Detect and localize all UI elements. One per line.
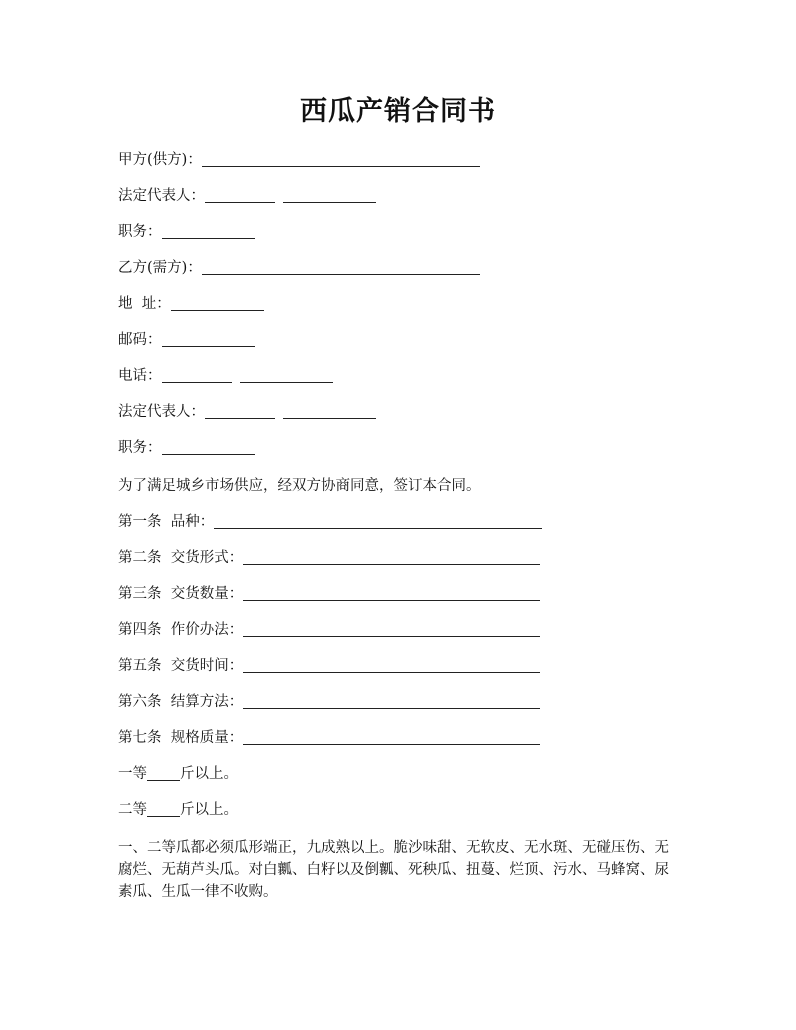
party-b-postcode-label: 邮码：: [118, 332, 162, 348]
article-line: [118, 728, 540, 748]
party-b-line: [118, 258, 480, 278]
party-b-position-label: 职务：: [118, 440, 162, 456]
article-line: [118, 512, 542, 532]
party-b-postcode-blank[interactable]: [162, 332, 255, 347]
quality-paragraph: 一、二等瓜都必须瓜形端正，九成熟以上。脆沙味甜、无软皮、无水斑、无碰压伤、无腐烂、无葫芦头瓜。对白瓤、白籽以及倒瓤、死秧瓜、扭蔓、烂顶、污水、马蜂窝、尿素瓜、生瓜一律不收购。: [118, 840, 669, 900]
party-b-phone-blank-2[interactable]: [240, 368, 333, 383]
party-b-phone-line: [118, 366, 333, 386]
article-blank[interactable]: [243, 550, 540, 565]
grade-second-prefix: 二等: [118, 802, 147, 818]
party-b-address-line: [118, 294, 264, 314]
article-line: [118, 548, 540, 568]
party-b-blank[interactable]: [202, 260, 480, 275]
grade-first-blank[interactable]: [147, 766, 180, 781]
party-a-label: 甲方(供方)：: [118, 152, 202, 168]
party-b-rep-blank-1[interactable]: [205, 404, 275, 419]
grade-first-line: [118, 764, 238, 784]
party-b-postcode-line: [118, 330, 255, 350]
article-blank[interactable]: [243, 658, 540, 673]
grade-second-suffix: 斤以上。: [180, 802, 238, 818]
party-b-address-label: 地 址：: [118, 296, 171, 312]
grade-first-suffix: 斤以上。: [180, 766, 238, 782]
preamble: [118, 476, 481, 496]
article-blank[interactable]: [214, 514, 542, 529]
party-b-phone-blank-1[interactable]: [162, 368, 232, 383]
party-b-rep-line: [118, 402, 376, 422]
party-b-phone-label: 电话：: [118, 368, 162, 384]
party-a-position-label: 职务：: [118, 224, 162, 240]
article-line: [118, 692, 540, 712]
article-label: 第七条 规格质量：: [118, 730, 244, 746]
article-blank[interactable]: [243, 586, 540, 601]
article-line: [118, 584, 540, 604]
party-a-rep-blank-2[interactable]: [283, 188, 376, 203]
article-line: [118, 656, 540, 676]
grade-first-prefix: 一等: [118, 766, 147, 782]
grade-second-line: [118, 800, 238, 820]
party-a-rep-line: [118, 186, 376, 206]
article-line: [118, 620, 540, 640]
preamble-text: 为了满足城乡市场供应，经双方协商同意，签订本合同。: [118, 478, 481, 494]
article-label: 第三条 交货数量：: [118, 586, 244, 602]
article-blank[interactable]: [243, 622, 540, 637]
party-b-position-blank[interactable]: [162, 440, 255, 455]
article-blank[interactable]: [243, 694, 540, 709]
article-label: 第四条 作价办法：: [118, 622, 244, 638]
article-label: 第一条 品种：: [118, 514, 215, 530]
article-blank[interactable]: [243, 730, 540, 745]
party-b-position-line: [118, 438, 255, 458]
document-title: 西瓜产销合同书: [300, 96, 496, 127]
party-b-label: 乙方(需方)：: [118, 260, 202, 276]
party-a-rep-label: 法定代表人：: [118, 188, 205, 204]
party-a-blank[interactable]: [202, 152, 480, 167]
article-label: 第二条 交货形式：: [118, 550, 244, 566]
party-a-line: [118, 150, 480, 170]
party-b-address-blank[interactable]: [171, 296, 264, 311]
article-label: 第六条 结算方法：: [118, 694, 244, 710]
grade-second-blank[interactable]: [147, 802, 180, 817]
article-label: 第五条 交货时间：: [118, 658, 244, 674]
party-b-rep-label: 法定代表人：: [118, 404, 205, 420]
party-a-position-line: [118, 222, 255, 242]
party-b-rep-blank-2[interactable]: [283, 404, 376, 419]
party-a-rep-blank-1[interactable]: [205, 188, 275, 203]
party-a-position-blank[interactable]: [162, 224, 255, 239]
